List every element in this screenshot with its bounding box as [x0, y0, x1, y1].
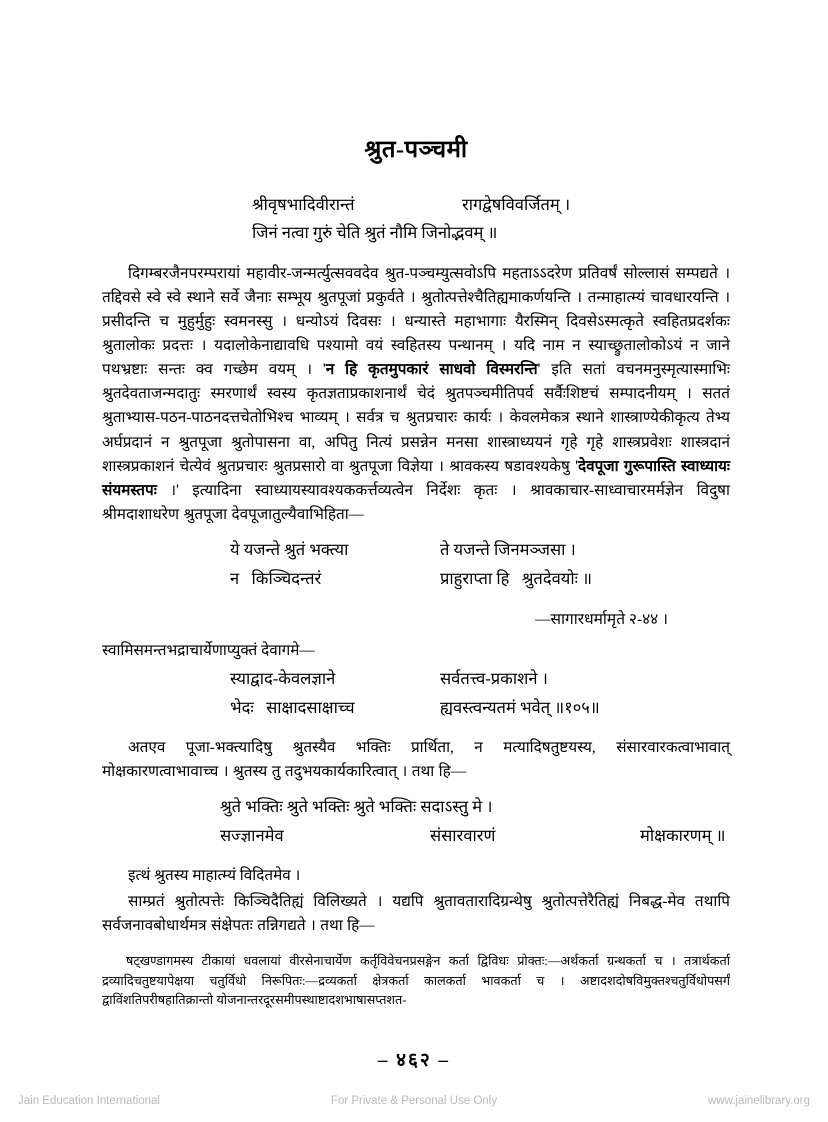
footer-right-link[interactable]: www.jainelibrary.org: [707, 1095, 810, 1107]
footer-left-text: Jain Education International: [18, 1095, 160, 1107]
verse-two: [102, 536, 730, 593]
verse-hemistich-b: ह्यवस्त्वन्यतमं भवेत् ॥१०५॥: [440, 697, 600, 717]
quoted-maxim-2: देवपूजा गुरूपास्ति स्वाध्यायः संयमस्तपः: [102, 457, 730, 499]
verse-line: [102, 191, 730, 219]
verse-line: [102, 694, 730, 722]
verse-hemistich-a: सज्ज्ञानमेव: [220, 825, 284, 845]
verse-line: [102, 793, 730, 821]
verse-hemistich-a: भेदः साक्षादसाक्षाच्च: [230, 697, 355, 717]
paragraph-three-line-one: इत्थं श्रुतस्य माहात्म्यं विदितमेव ।: [128, 866, 301, 884]
verse-hemistich-full: श्रुते भक्तिः श्रुते भक्तिः श्रुते भक्तिः सदाऽस्तु मे ।: [220, 797, 493, 817]
paragraph-part-2: ' इति सतां वचनमनुस्मृत्यास्माभिः श्रुतदेवताजन्मदातुः स्मरणार्थं स्वस्य कृतज्ञताप्रकाशनार्थं चेदं श्रुतपञ्चमीतिपर्व सर्वैःशिष्टचं सम्पादनीयम् । सततं श्रुताभ्यास-पठन-पाठनदत्तचेतोभिश्च भाव्यम् । सर्वत्र च श्रुतप्रचारः कार्यः । केवलमेकत्र स्थाने शास्त्राण्येकीकृत्य तेभ्य अर्घप्रदानं न श्रुतपूजा श्रुतोपासना वा, अपितु नित्यं प्रसन्नेन मनसा शास्त्राध्ययनं गृहे गृहे शास्त्रप्रवेशः शास्त्रदानं शास्त्रप्रकाशनं चेत्येवं श्रुतप्रचारः श्रुतप्रसारो वा श्रुतपूजा विज्ञेया । श्रावकस्य षडावश्यकेषु ': [102, 361, 730, 475]
verse-line: [102, 822, 730, 850]
verse-hemistich-a: श्रीवृषभादिवीरान्तं: [252, 194, 355, 214]
verse-hemistich-c: मोक्षकारणम् ॥: [640, 825, 726, 845]
page-content: [102, 136, 730, 1010]
verse-hemistich-b: संसारवारणं: [430, 825, 496, 845]
verse-hemistich-a: ये यजन्ते श्रुतं भक्त्या: [230, 540, 349, 560]
paragraph-part-3: ।' इत्यादिना स्वाध्यायस्यावश्यककर्त्तव्यत्वेन निर्देशः कृतः । श्रावकाचार-साध्वाचारमर्मज्ञेन विदुषा श्रीमदाशाधरेण श्रुतपूजा देवपूजातुल्यैवाभिहिता—: [102, 481, 730, 524]
quoted-maxim-1: न हि कृतमुपकारं साधवो विस्मरन्ति: [325, 361, 538, 379]
paragraph-two: अतएव पूजा-भक्त्यादिषु श्रुतस्यैव भक्तिः प्रार्थिता, न मत्यादिषतुष्टयस्य, संसारवारकत्वाभावात् मोक्षकारणत्वाभावाच्च । श्रुतस्य तु तदुभयकार्यकारित्वात् । तथा हि—: [102, 738, 730, 781]
verse-citation: —सागारधर्मामृते २-४४ ।: [535, 611, 668, 629]
verse-hemistich-b: ते यजन्ते जिनमञ्जसा ।: [440, 540, 576, 560]
main-paragraph: [102, 262, 730, 528]
page-title: श्रुत-पञ्चमी: [364, 137, 468, 163]
fine-print-paragraph: षट्खण्डागमस्य टीकायां धवलायां वीरसेनाचार्येण कर्तृविवेचनप्रसङ्गेन कर्ता द्विविधः प्रोक्तः:—अर्थकर्ता ग्रन्थकर्ता च । तत्रार्थकर्ता द्रव्यादिचतुष्टयापेक्षया चतुर्विधो निरूपितः:—द्रव्यकर्ता क्षेत्रकर्ता कालकर्ता भावकर्ता च । अष्टादशदोषविमुक्तश्चतुर्विधोपसर्गं द्वाविंशतिपरीषहातिक्रान्तो योजनान्तरदूरसमीपस्थाष्टादशभाषासप्तशत-: [102, 954, 730, 1007]
verse-hemistich-full: जिनं नत्वा गुरुं चेति श्रुतं नौमि जिनोद्भवम् ॥: [252, 223, 498, 243]
verse-line: [102, 536, 730, 564]
verse-hemistich-a: स्याद्वाद-केवलज्ञाने: [230, 669, 336, 689]
verse-hemistich-b: सर्वतत्त्व-प्रकाशने ।: [440, 669, 548, 689]
verse-hemistich-b: प्राहुराप्ता हि श्रुतदेवयोः ॥: [440, 568, 592, 588]
verse-hemistich-a: न किञ्चिदन्तरं: [230, 568, 322, 588]
opening-verse: [102, 191, 730, 248]
verse-three: [102, 793, 730, 850]
page-number: – ४६२ –: [377, 1050, 451, 1071]
verse-hemistich-b: रागद्वेषविवर्जितम् ।: [462, 194, 571, 214]
page-footer: [0, 1090, 828, 1112]
section-two-lead: स्वामिसमन्तभद्राचार्येणाप्युक्तं देवागमे—: [102, 642, 315, 660]
verse-devagama: [102, 665, 730, 722]
verse-line: [102, 565, 730, 593]
footer-center-text: For Private & Personal Use Only: [330, 1095, 498, 1107]
paragraph-part-1: दिगम्बरजैनपरम्परायां महावीर-जन्मर्त्युत्सववदेव श्रुत-पञ्चम्युत्सवोऽपि महताऽऽदरेण प्रतिवर्षं सोल्लासं सम्पद्यते । तद्दिवसे स्वे स्वे स्थाने सर्वे जैनाः सम्भूय श्रुतपूजां प्रकुर्वते । श्रुतोत्पत्तेश्चैतिह्यमाकर्णयन्ति । तन्माहात्म्यं चावधारयन्ति । प्रसीदन्ति च मुहुर्मुहुः स्वमनस्सु । धन्योऽयं दिवसः । धन्यास्ते महाभागाः यैरस्मिन् दिवसेऽस्मत्कृते स्वहितप्रदर्शकः श्रुतालोकः प्रदत्तः । यदालोकेनाद्यावधि पश्यामो वयं स्वहितस्य पन्थानम् । यदि नाम न स्याच्छ्रुतालोकोऽयं न जाने पथभ्रष्टाः सन्तः क्व गच्छेम वयम् । ': [102, 264, 730, 379]
paragraph-three: साम्प्रतं श्रुतोत्पत्तेः किञ्चिदैतिह्यं विलिख्यते । यद्यपि श्रुतावतारादिग्रन्थेषु श्रुतोत्पत्तेरैतिह्यं निबद्ध-मेव तथापि सर्वजनावबोधार्थमत्र संक्षेपतः तन्निगद्यते । तथा हि—: [102, 893, 730, 935]
verse-line: [102, 665, 730, 693]
verse-line: [102, 219, 730, 247]
